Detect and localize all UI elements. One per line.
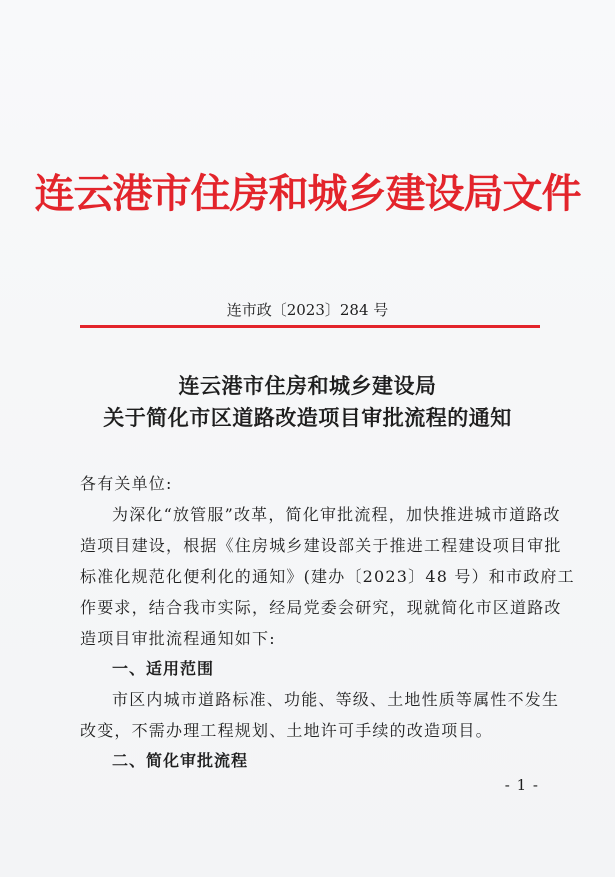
red-divider-line xyxy=(80,325,540,328)
paragraph1-line-5: 造项目审批流程通知如下: xyxy=(80,629,276,648)
document-masthead: 连云港市住房和城乡建设局文件 xyxy=(34,170,581,217)
paragraph2-line-1: 市区内城市道路标准、功能、等级、土地性质等属性不发生 xyxy=(112,690,560,709)
section-heading-scope: 一、适用范围 xyxy=(112,659,215,678)
paragraph1-line-3: 标准化规范化便利化的通知》(建办〔2023〕48 号）和市政府工 xyxy=(80,567,575,586)
paragraph1-line-4: 作要求，结合我市实际，经局党委会研究，现就简化市区道路改 xyxy=(80,598,562,617)
notice-title-line-2: 关于简化市区道路改造项目审批流程的通知 xyxy=(103,405,512,430)
paragraph1-line-2: 造项目建设，根据《住房城乡建设部关于推进工程建设项目审批 xyxy=(80,536,562,555)
notice-title-line-1: 连云港市住房和城乡建设局 xyxy=(178,373,437,398)
section-heading-process: 二、简化审批流程 xyxy=(112,751,249,770)
page-number: - 1 - xyxy=(504,776,539,794)
paragraph2-line-2: 改变，不需办理工程规划、土地许可手续的改造项目。 xyxy=(80,721,493,740)
salutation: 各有关单位: xyxy=(80,474,173,493)
paragraph1-line-1: 为深化“放管服”改革，简化审批流程，加快推进城市道路改 xyxy=(112,505,561,524)
document-number: 连市政〔2023〕284 号 xyxy=(226,301,389,319)
